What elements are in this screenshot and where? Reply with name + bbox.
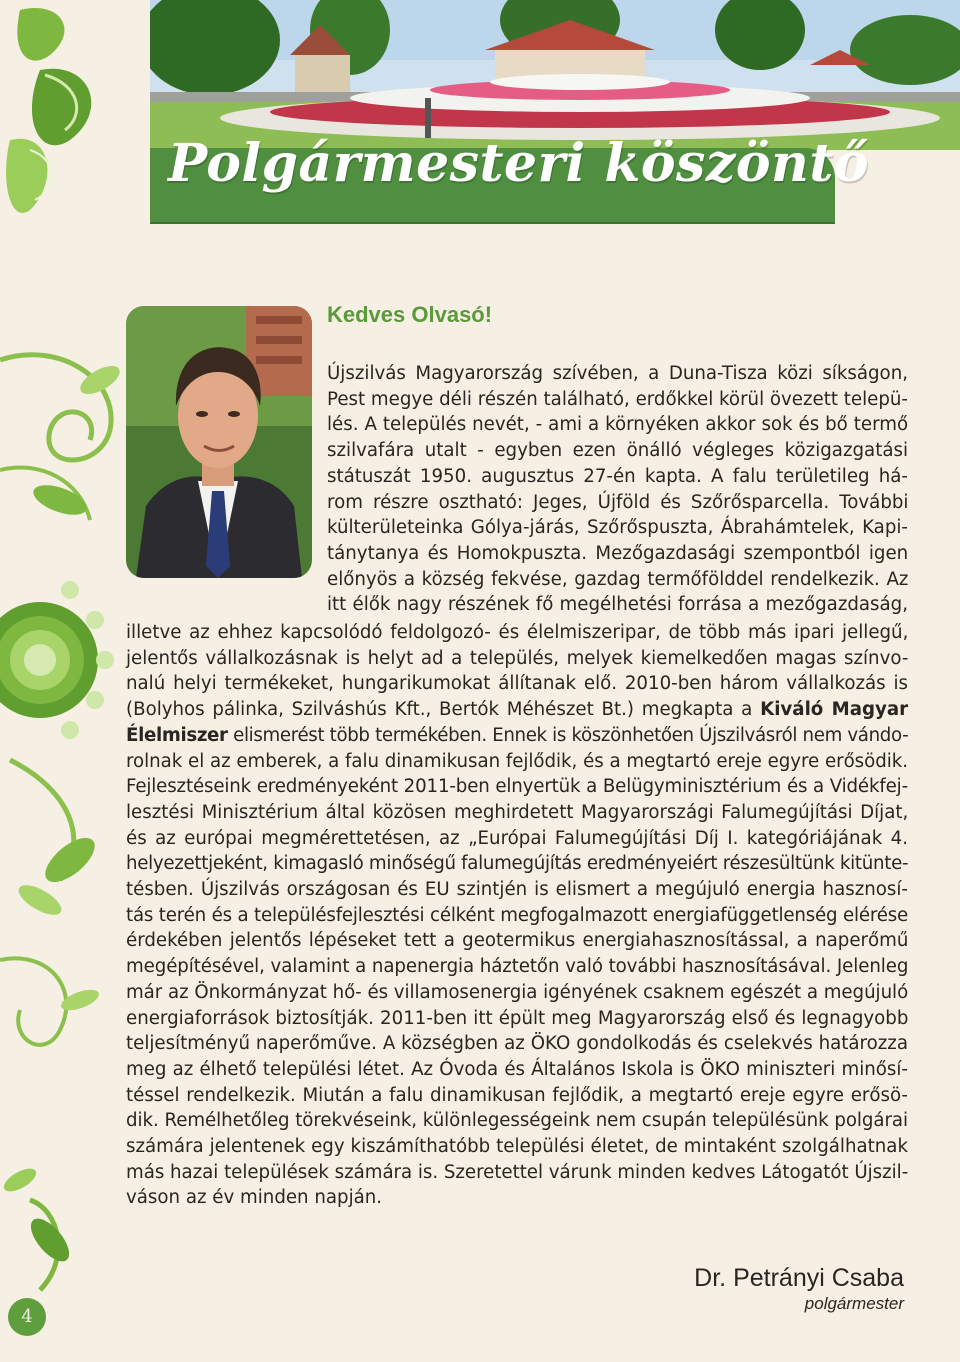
award-line-text: elismerést több termékében. Ennek is köszönhetően Újszilvásról nem vándo- [233,724,909,746]
text-line: rom részre osztható: Jeges, Újföld és Szőrősparcella. További [327,491,909,513]
text-line: más hazai települések számára is. Szeretettel várunk minden kedves Látogatót Újszil- [126,1161,909,1183]
text-line: külterületeinka Gólya-járás, Szőrőspuszta, Ábrahámtelek, Kapi- [327,517,908,539]
award-line-text: (Bolyhos pálinka, Szilváshús Kft., Bertók Méhészet Bt.) megkapta a [126,699,753,721]
text-line: tánytanya és Homokpuszta. Mezőgazdasági szempontból igen [327,542,909,564]
text-line-last: váson az év minden napján. [126,1187,383,1209]
text-line: tás terén és a településfejlesztési célként megfogalmazott energiafüggetlenség elérése [126,904,909,926]
award-name-part2: Élelmiszer [126,724,228,746]
text-line: már az Önkormányzat hő- és villamosenergia igényének csaknem egészét a megújuló [126,981,909,1003]
text-line: illetve az ehhez kapcsolódó feldolgozó- és élelmiszeripar, de több más ipari jellegű, [126,622,909,643]
text-line: Pest megye déli részén található, erdőkkel körül övezett telepü- [327,388,908,410]
text-line: előnyös a község fekvése, gazdag termőfölddel rendelkezik. Az [327,568,909,590]
text-line: érdekében jelentős lépéseket tett a geotermikus energiahasznosítással, a naperőmű [126,930,909,952]
award-name-part1: Kiváló Magyar [760,699,909,721]
text-line: teljesítményű naperőműve. A községben az ÖKO gondolkodás és cselekvés határozza [126,1033,908,1055]
text-line: Fejlesztéseink eredményeként 2011-ben elnyertük a Belügyminisztérium és a Vidékfej- [126,776,908,798]
text-line: számára jelentenek egy kiszámíthatóbb települési életet, de mintaként szolgálhatnak [126,1136,908,1158]
page-title: Polgármesteri köszöntő [168,133,870,194]
text-line: téssel rendelkezik. Miután a falu dinamikusan fejlődik, a megtartó ereje egyre erősö- [126,1084,908,1106]
text-line: itt élők nagy részének fő megélhetési forrása a mezőgazdaság, [327,594,908,616]
text-line: energiaforrások biztosítják. 2011-ben itt épült meg Magyarország első és legnagyobb [126,1007,909,1029]
text-line: nalú helyi termékeket, hungarikumokat állítanak elő. 2010-ben három vállalkozás is [126,673,908,695]
text-line: lés. A település nevét, - ami a környéken akkor sok és bő termő [327,414,909,436]
text-line: dik. Remélhetőleg törekvéseink, különlegességeink nem csupán településünk polgárai [126,1110,908,1132]
butterfly-icon [6,8,91,213]
intro-paragraph [327,361,908,618]
text-line: megépítésével, valamint a napenergia háztetőn való további hasznosításával. Jelenleg [126,956,909,978]
text-line: Újszilvás Magyarország szívében, a Duna-Tisza közi síkságon, [327,363,908,384]
signature-block [694,1264,904,1314]
text-line-award [126,723,908,749]
main-paragraph [126,620,908,1211]
signature-role: polgármester [804,1294,904,1313]
text-line: tésben. Újszilvás országosan és EU szintjén is elismert a megújuló energia hasznosí- [126,879,908,901]
text-line: státuszát 1950. augusztus 27-én kapta. A falu területileg há- [327,465,908,487]
mayor-portrait [126,306,312,578]
text-line: és az európai megmérettetésen, az „Európai Falumegújítási Díj I. kategóriájának 4. [126,827,908,849]
text-line: szilvafára utalt - egyben ezen önálló végleges közigazgatási [327,440,908,462]
text-line: meg az élhető települési létet. Az Óvoda és Általános Iskola is ÖKO miniszteri minősí- [126,1058,908,1080]
signature-name: Dr. Petrányi Csaba [694,1264,904,1292]
header-photo-roundabout [150,0,960,150]
text-line: helyezettjeként, kimagasló minőségű falumegújítás eredményeiért részesültünk kitünte- [126,853,909,875]
text-line: lesztési Minisztérium által közösen meghirdetett Magyarországi Falumegújítási Díjat, [126,801,909,823]
text-line-award [126,697,908,723]
text-line: rolnak el az emberek, a falu dinamikusan fejlődik, és a megtartó ereje egyre erősödik. [126,750,908,772]
flower-icon [0,581,114,739]
greeting: Kedves Olvasó! [327,302,493,327]
page-number: 4 [8,1298,46,1336]
text-line: jelentős vállalkozásnak is helyt ad a település, melyek kiemelkedően magas színvo- [126,647,909,669]
